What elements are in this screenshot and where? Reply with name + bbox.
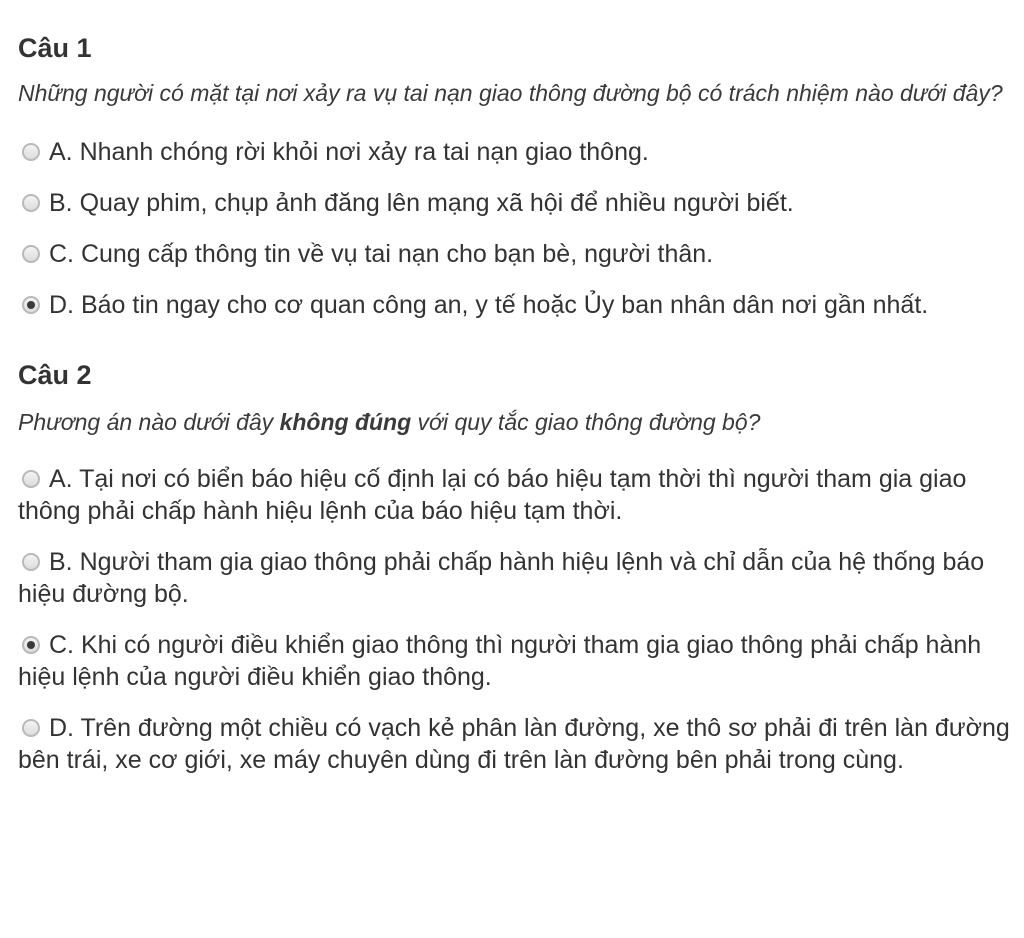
answer-option-b[interactable] [18, 546, 1010, 610]
radio-button-icon[interactable] [22, 143, 40, 161]
answer-label: B. Người tham gia giao thông phải chấp hành hiệu lệnh và chỉ dẫn của hệ thống báo hiệu đường bộ. [18, 548, 985, 608]
question-text-start: Phương án nào dưới đây [18, 409, 280, 435]
question-text-emphasis: không đúng [279, 409, 412, 435]
answer-option-d[interactable] [18, 289, 1010, 321]
answer-option-b[interactable] [18, 187, 1010, 219]
answer-option-c[interactable] [18, 238, 1010, 270]
answer-options [18, 136, 1010, 321]
radio-button-icon[interactable] [22, 296, 40, 314]
radio-button-icon[interactable] [22, 553, 40, 571]
radio-button-icon[interactable] [22, 719, 40, 737]
question-2 [18, 357, 1010, 776]
answer-label: A. Nhanh chóng rời khỏi nơi xảy ra tai nạn giao thông. [49, 138, 649, 166]
answer-option-a[interactable] [18, 463, 1010, 527]
radio-button-icon[interactable] [22, 245, 40, 263]
answer-label: C. Khi có người điều khiển giao thông thì người tham gia giao thông phải chấp hành hiệu lệnh của người điều khiển giao thông. [18, 631, 982, 691]
answer-option-a[interactable] [18, 136, 1010, 168]
answer-label: A. Tại nơi có biển báo hiệu cố định lại có báo hiệu tạm thời thì người tham gia giao thông phải chấp hành hiệu lệnh của báo hiệu tạm thời. [18, 465, 967, 525]
radio-button-icon[interactable] [22, 194, 40, 212]
answer-label: D. Báo tin ngay cho cơ quan công an, y tế hoặc Ủy ban nhân dân nơi gần nhất. [49, 291, 929, 319]
answer-label: C. Cung cấp thông tin về vụ tai nạn cho bạn bè, người thân. [49, 240, 714, 268]
radio-button-icon[interactable] [22, 470, 40, 488]
radio-button-icon[interactable] [22, 636, 40, 654]
answer-label: B. Quay phim, chụp ảnh đăng lên mạng xã hội để nhiều người biết. [49, 189, 794, 217]
question-text-end: với quy tắc giao thông đường bộ? [411, 409, 761, 435]
question-title: Câu 1 [18, 33, 92, 63]
answer-option-c[interactable] [18, 629, 1010, 693]
question-title: Câu 2 [18, 360, 92, 390]
answer-label: D. Trên đường một chiều có vạch kẻ phân làn đường, xe thô sơ phải đi trên làn đường bên trái, xe cơ giới, xe máy chuyên dùng đi trên làn đường bên phải trong cùng. [18, 714, 1010, 774]
question-1 [18, 30, 1010, 321]
question-text: Những người có mặt tại nơi xảy ra vụ tai nạn giao thông đường bộ có trách nhiệm nào dưới đây? [18, 80, 1003, 106]
answer-options [18, 463, 1010, 776]
question-text [18, 407, 1010, 437]
answer-option-d[interactable] [18, 712, 1010, 776]
